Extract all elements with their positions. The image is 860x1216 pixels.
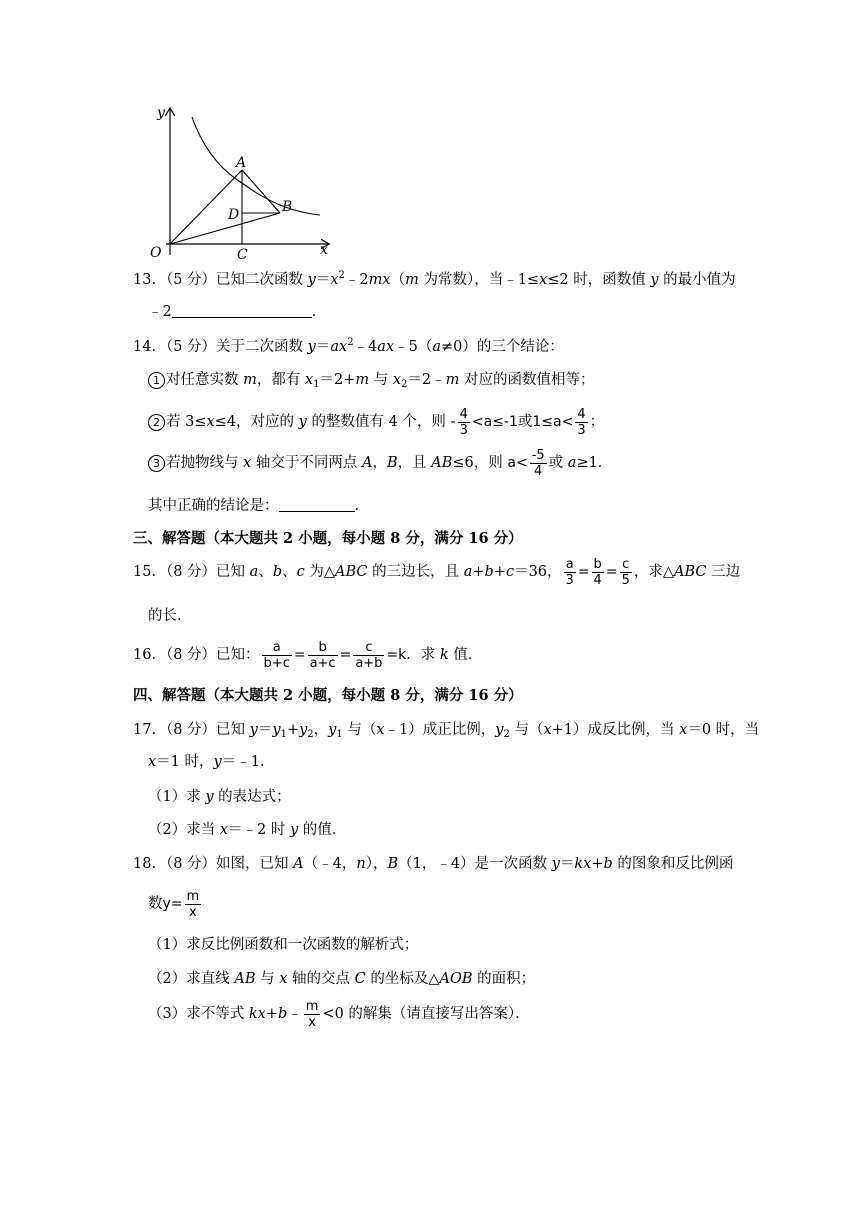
q14-line1: 14．（5 分）关于二次函数 $y=ax^2﹣4ax﹣5(a\ne 0)$的三个结论： <box>133 337 564 355</box>
q17-sub-1: （1）求 y 的表达式； <box>148 789 291 805</box>
q18-sub-2: （2）求直线 AB 与 x 轴的交点 C 的坐标及△AOB 的面积； <box>148 971 536 987</box>
label-d: D <box>228 207 240 223</box>
q18-line1: 18．（8 分）如图，已知 A（﹣4，n），B（1，﹣4）是一次函数 y＝kx+b 的图象和反比例函 <box>133 856 734 872</box>
q13-answer-blank[interactable] <box>172 303 312 318</box>
q15-line1: 15．（8 分）已知 a、b、c 为△ABC 的三边长，且 a+b+c＝36， $\frac{a}{3}$ = $\frac{b}{4}$ = $\frac{c}{5}$ ，求△ABC 三边 <box>133 556 741 588</box>
q17-line1: 17．（8 分）已知 $y=y_1+y_2$，$y_1$ 与（x﹣1）成正比例，$y_2$ 与（x+1）成反比例，当 x＝0 时，当 <box>133 722 760 740</box>
q18-sub-3: （3）求不等式 kx+b﹣ $\frac{m}{x}$ <0 的解集（请直接写出答案）． <box>148 998 530 1030</box>
q15-line2: 的长． <box>148 608 192 624</box>
segment-ab <box>242 170 280 213</box>
q14-conclusion-3: 3 若抛物线与 x 轴交于不同两点 A，B，且 AB≤6，则 a< $\frac{-5}{4}$ 或 a≥1． <box>148 445 612 481</box>
q14-conclusion-2: 2 若 3≤x≤4，对应的 y 的整数值有 4 个，则 - $\frac{4}{3}$ <a≤-1或1≤a< $\frac{4}{3}$ ； <box>148 404 604 440</box>
section-3-heading: 三、解答题（本大题共 2 小题，每小题 8 分，满分 16 分） <box>133 530 523 547</box>
geometry-figure <box>140 95 340 265</box>
q14-answer-line: 其中正确的结论是： ． <box>148 498 369 514</box>
section-4-heading: 四、解答题（本大题共 2 小题，每小题 8 分，满分 16 分） <box>133 687 523 704</box>
q17-line2: x＝1 时，y＝﹣1． <box>148 754 275 770</box>
label-b: B <box>282 199 293 215</box>
hyperbola-curve <box>192 117 320 215</box>
q16-line: 16．（8 分）已知： $\frac{a}{b+c}$ = $\frac{b}{a+c}$ = $\frac{c}{a+b}$ =k．求 k 值． <box>133 639 483 671</box>
q18-sub-1: （1）求反比例函数和一次函数的解析式； <box>148 937 419 953</box>
q14-conclusion-1: 1 对任意实数 m，都有 $x_1=2+m$ 与 $x_2=2﹣m$ 对应的函数值相等； <box>148 370 595 390</box>
label-o: O <box>150 245 162 261</box>
q13-line1: 13．（5 分）已知二次函数 $y=x^2﹣2mx(m$ 为常数），当﹣1≤x≤2 时，函数值 y 的最小值为 <box>133 270 736 288</box>
segment-ob <box>170 213 280 244</box>
label-c: C <box>237 247 248 263</box>
q17-sub-2: （2）求当 x＝﹣2 时 y 的值． <box>148 822 347 838</box>
q14-answer-blank[interactable] <box>279 497 355 512</box>
q13-line2: ﹣2 ． <box>148 304 327 320</box>
label-x: x <box>320 242 328 258</box>
label-y: y <box>157 105 165 121</box>
label-a: A <box>236 155 247 171</box>
q18-line2: 数y= $\frac{m}{x}$ <box>148 888 200 920</box>
